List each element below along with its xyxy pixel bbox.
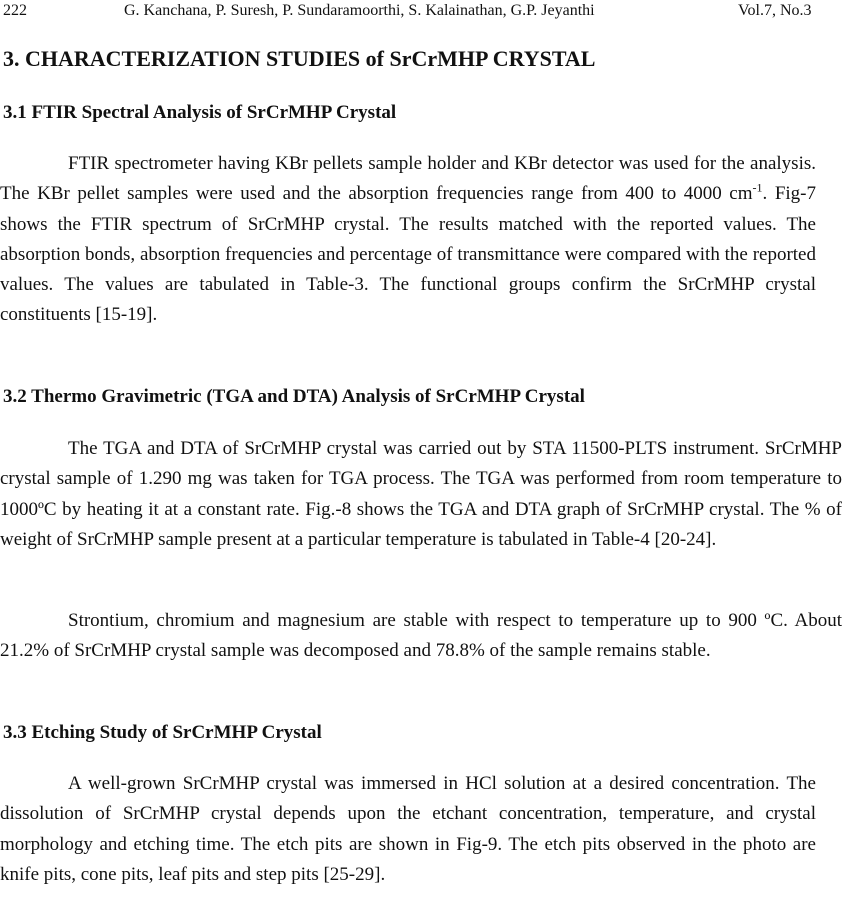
page-number: 222 [3,2,27,19]
paragraph-tga-1: The TGA and DTA of SrCrMHP crystal was carried out by STA 11500-PLTS instrument. SrCrMHP crystal sample of 1.290 mg was taken for TGA process. The TGA was performed from room temperature to 1000ºC by heating it at a constant rate. Fig.-8 shows the TGA and DTA graph of SrCrMHP crystal. The % of weight of SrCrMHP sample present at a particular temperature is tabulated in Table-4 [20-24]. [0,438,842,550]
header-volume: Vol.7, No.3 [738,2,812,19]
subsection-title-tga: 3.2 Thermo Gravimetric (TGA and DTA) Analysis of SrCrMHP Crystal [3,386,585,407]
section-title: 3. CHARACTERIZATION STUDIES of SrCrMHP CRYSTAL [3,46,596,71]
header-authors: G. Kanchana, P. Suresh, P. Sundaramoorthi, S. Kalainathan, G.P. Jeyanthi [124,2,595,19]
subsection-title-ftir: 3.1 FTIR Spectral Analysis of SrCrMHP Crystal [3,102,397,123]
paragraph-ftir [0,149,816,331]
paragraph-etching: A well-grown SrCrMHP crystal was immersed in HCl solution at a desired concentration. The dissolution of SrCrMHP crystal depends upon the etchant concentration, temperature, and crystal morphology and etching time. The etch pits are shown in Fig-9. The etch pits observed in the photo are knife pits, cone pits, leaf pits and step pits [25-29]. [0,773,816,885]
ftir-text-part1: FTIR spectrometer having KBr pellets sample holder and KBr detector was used for the analysis. The KBr pellet samples were used and the absorption frequencies range from 400 to 4000 cm [0,153,816,205]
ftir-superscript: -1 [752,180,763,195]
ftir-text-part2: . Fig-7 shows the FTIR spectrum of SrCrMHP crystal. The results matched with the reported values. The absorption bonds, absorption frequencies and percentage of transmittance were compared with the reported values. The values are tabulated in Table-3. The functional groups confirm the SrCrMHP crystal constituents [15-19]. [0,183,816,326]
running-header [0,0,830,22]
paragraph-tga-2: Strontium, chromium and magnesium are stable with respect to temperature up to 900 ºC. About 21.2% of SrCrMHP crystal sample was decomposed and 78.8% of the sample remains stable. [0,610,842,662]
subsection-title-etching: 3.3 Etching Study of SrCrMHP Crystal [3,722,322,743]
